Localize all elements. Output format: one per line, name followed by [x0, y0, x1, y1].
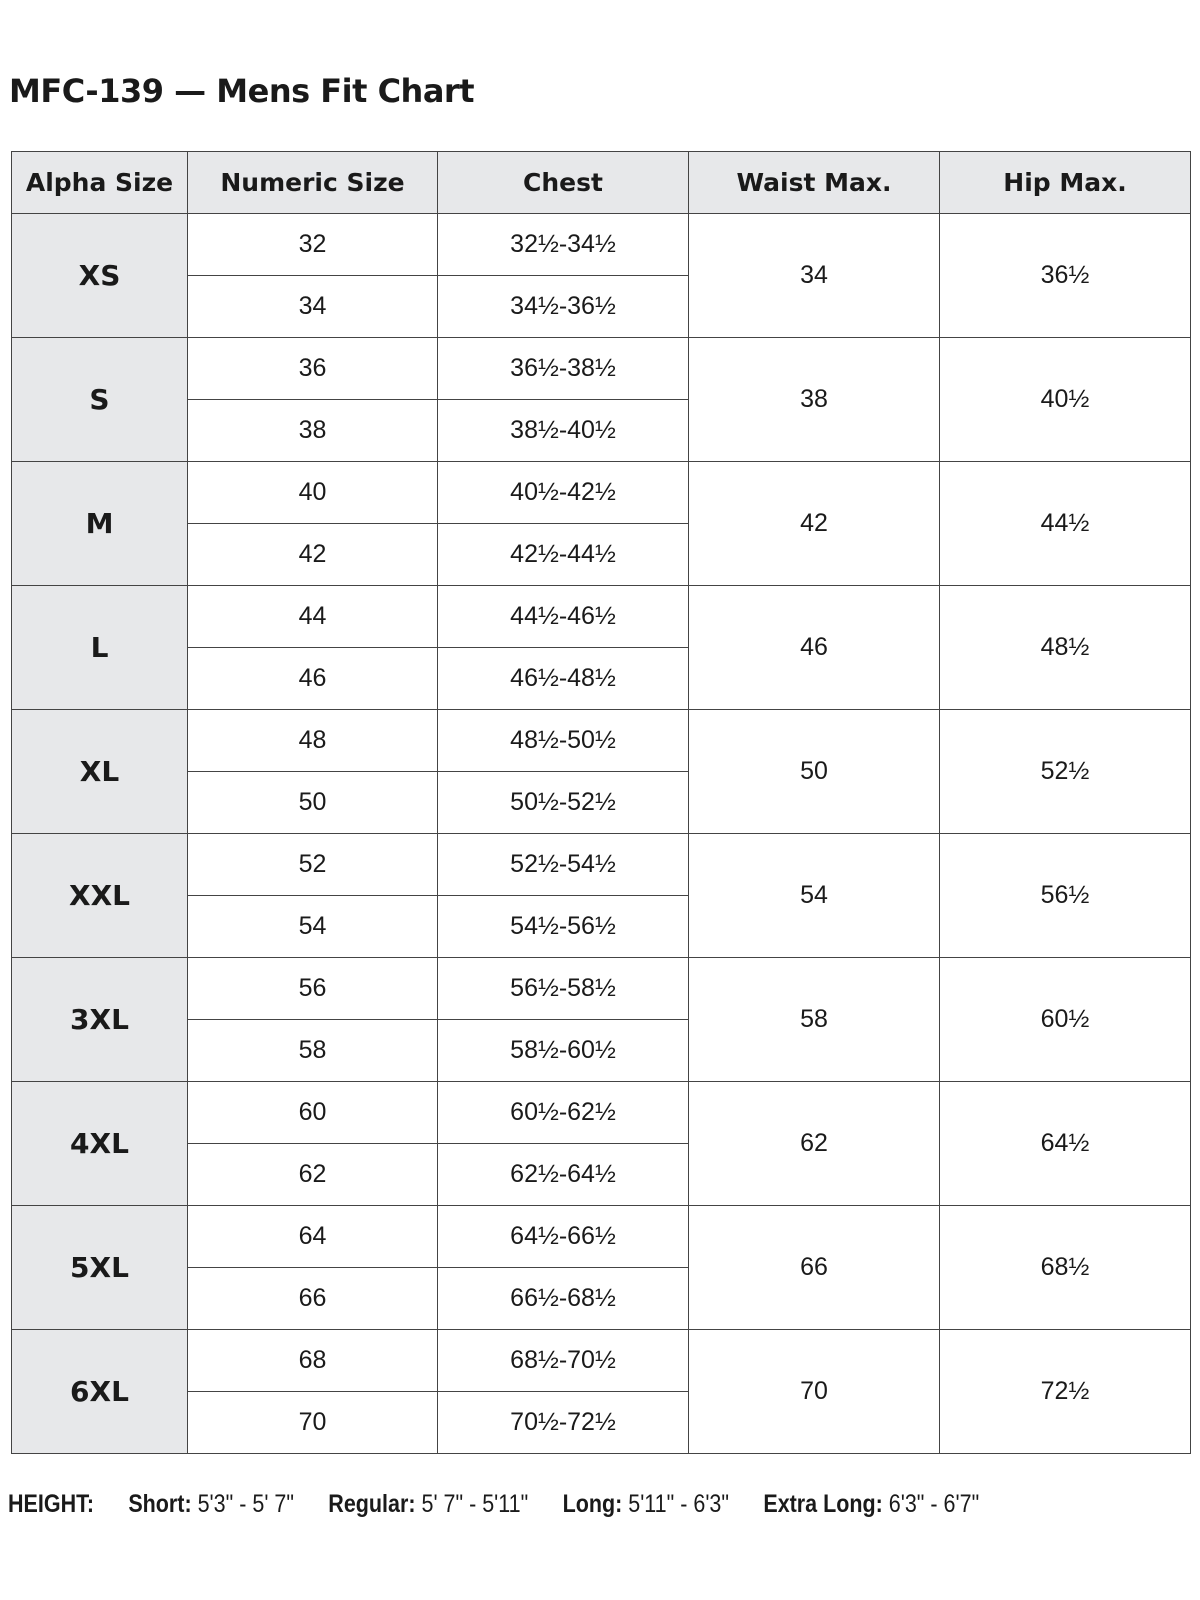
chest-cell: 46½-48½	[438, 648, 689, 710]
table-row	[12, 958, 1191, 1020]
numeric-size-cell: 42	[188, 524, 438, 586]
alpha-size-cell: M	[12, 462, 188, 586]
alpha-size-cell: 4XL	[12, 1082, 188, 1206]
hip-max-cell: 40½	[940, 338, 1191, 462]
numeric-size-cell: 44	[188, 586, 438, 648]
hip-max-cell: 52½	[940, 710, 1191, 834]
hip-max-cell: 72½	[940, 1330, 1191, 1454]
waist-max-cell: 46	[689, 586, 940, 710]
height-long-value: 5'11" - 6'3"	[628, 1490, 730, 1518]
table-row	[12, 710, 1191, 772]
waist-max-cell: 62	[689, 1082, 940, 1206]
hip-max-cell: 44½	[940, 462, 1191, 586]
table-header-row	[12, 152, 1191, 214]
numeric-size-cell: 58	[188, 1020, 438, 1082]
numeric-size-cell: 60	[188, 1082, 438, 1144]
table-row	[12, 462, 1191, 524]
chest-cell: 42½-44½	[438, 524, 689, 586]
hip-max-cell: 68½	[940, 1206, 1191, 1330]
numeric-size-cell: 56	[188, 958, 438, 1020]
waist-max-cell: 58	[689, 958, 940, 1082]
height-footer	[8, 1490, 979, 1519]
numeric-size-cell: 68	[188, 1330, 438, 1392]
numeric-size-cell: 66	[188, 1268, 438, 1330]
alpha-size-cell: XL	[12, 710, 188, 834]
table-row	[12, 586, 1191, 648]
alpha-size-cell: 3XL	[12, 958, 188, 1082]
waist-max-cell: 38	[689, 338, 940, 462]
chest-cell: 54½-56½	[438, 896, 689, 958]
numeric-size-cell: 62	[188, 1144, 438, 1206]
numeric-size-cell: 54	[188, 896, 438, 958]
height-short-value: 5'3" - 5' 7"	[197, 1490, 294, 1518]
chest-cell: 48½-50½	[438, 710, 689, 772]
chest-cell: 64½-66½	[438, 1206, 689, 1268]
chest-cell: 50½-52½	[438, 772, 689, 834]
numeric-size-cell: 50	[188, 772, 438, 834]
chest-cell: 62½-64½	[438, 1144, 689, 1206]
alpha-size-cell: 6XL	[12, 1330, 188, 1454]
waist-max-cell: 54	[689, 834, 940, 958]
numeric-size-cell: 46	[188, 648, 438, 710]
alpha-size-cell: XS	[12, 214, 188, 338]
hip-max-cell: 56½	[940, 834, 1191, 958]
table-row	[12, 338, 1191, 400]
hip-max-cell: 64½	[940, 1082, 1191, 1206]
page-title: MFC-139 — Mens Fit Chart	[9, 72, 474, 110]
chest-cell: 56½-58½	[438, 958, 689, 1020]
alpha-size-cell: XXL	[12, 834, 188, 958]
table-row	[12, 1330, 1191, 1392]
numeric-size-cell: 34	[188, 276, 438, 338]
height-extra-long-value: 6'3" - 6'7"	[888, 1490, 980, 1518]
header-chest: Chest	[438, 152, 689, 214]
chest-cell: 40½-42½	[438, 462, 689, 524]
table-row	[12, 214, 1191, 276]
chest-cell: 44½-46½	[438, 586, 689, 648]
table-row	[12, 1082, 1191, 1144]
numeric-size-cell: 32	[188, 214, 438, 276]
chest-cell: 34½-36½	[438, 276, 689, 338]
fit-chart-table	[11, 151, 1191, 1454]
alpha-size-cell: L	[12, 586, 188, 710]
numeric-size-cell: 38	[188, 400, 438, 462]
waist-max-cell: 50	[689, 710, 940, 834]
chest-cell: 52½-54½	[438, 834, 689, 896]
numeric-size-cell: 36	[188, 338, 438, 400]
waist-max-cell: 42	[689, 462, 940, 586]
hip-max-cell: 60½	[940, 958, 1191, 1082]
height-short-label: Short:	[128, 1490, 192, 1518]
waist-max-cell: 34	[689, 214, 940, 338]
chest-cell: 32½-34½	[438, 214, 689, 276]
numeric-size-cell: 48	[188, 710, 438, 772]
numeric-size-cell: 70	[188, 1392, 438, 1454]
alpha-size-cell: 5XL	[12, 1206, 188, 1330]
hip-max-cell: 48½	[940, 586, 1191, 710]
height-label: HEIGHT:	[8, 1490, 94, 1518]
chest-cell: 66½-68½	[438, 1268, 689, 1330]
header-numeric-size: Numeric Size	[188, 152, 438, 214]
height-extra-long-label: Extra Long:	[763, 1490, 883, 1518]
chest-cell: 68½-70½	[438, 1330, 689, 1392]
numeric-size-cell: 40	[188, 462, 438, 524]
header-hip-max: Hip Max.	[940, 152, 1191, 214]
numeric-size-cell: 52	[188, 834, 438, 896]
table-row	[12, 1206, 1191, 1268]
header-alpha-size: Alpha Size	[12, 152, 188, 214]
chest-cell: 70½-72½	[438, 1392, 689, 1454]
waist-max-cell: 70	[689, 1330, 940, 1454]
height-regular-label: Regular:	[328, 1490, 416, 1518]
waist-max-cell: 66	[689, 1206, 940, 1330]
table-row	[12, 834, 1191, 896]
height-long-label: Long:	[562, 1490, 623, 1518]
chest-cell: 58½-60½	[438, 1020, 689, 1082]
chest-cell: 38½-40½	[438, 400, 689, 462]
height-regular-value: 5' 7" - 5'11"	[421, 1490, 529, 1518]
alpha-size-cell: S	[12, 338, 188, 462]
table-body	[12, 214, 1191, 1454]
hip-max-cell: 36½	[940, 214, 1191, 338]
chest-cell: 36½-38½	[438, 338, 689, 400]
header-waist-max: Waist Max.	[689, 152, 940, 214]
numeric-size-cell: 64	[188, 1206, 438, 1268]
chest-cell: 60½-62½	[438, 1082, 689, 1144]
